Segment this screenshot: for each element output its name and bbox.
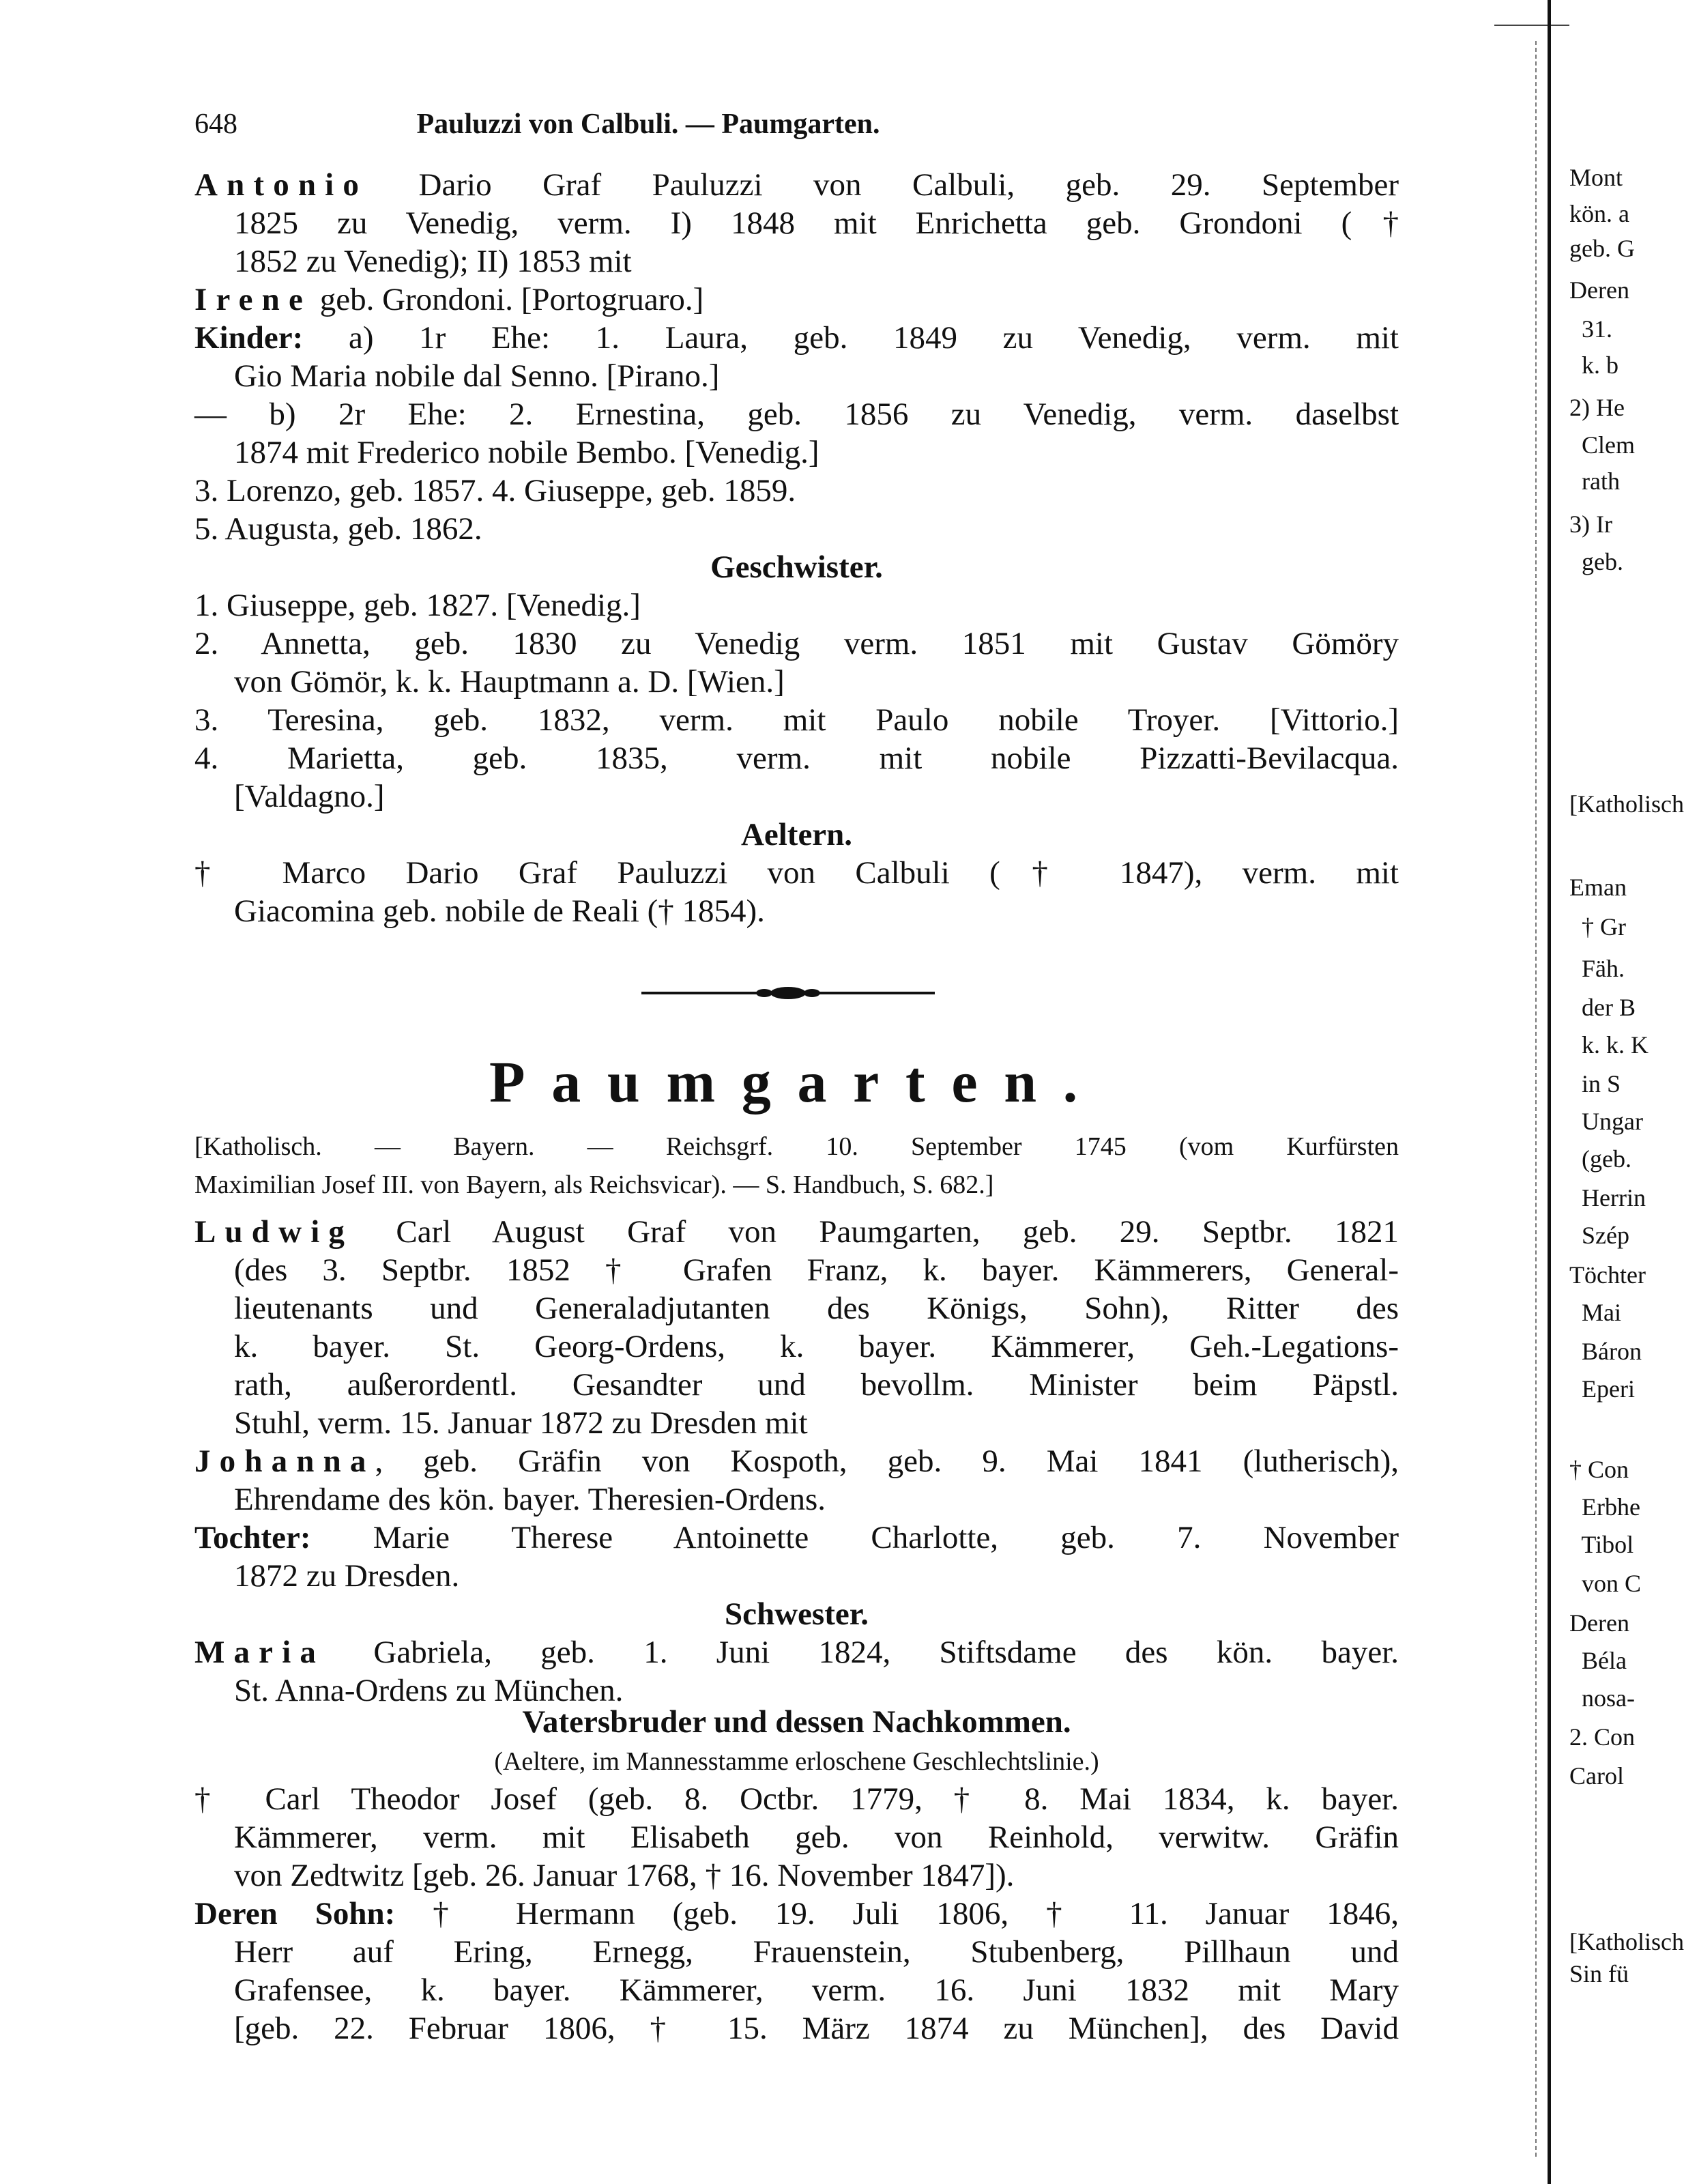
person-name: Antonio — [194, 167, 368, 203]
fragment-line: k. b — [1569, 351, 1618, 379]
line-text: 2. Annetta, geb. 1830 zu Venedig verm. 1851 mit Gustav Gömöry — [194, 626, 1399, 661]
line-text: 3. Lorenzo, geb. 1857. 4. Giuseppe, geb. 1859. — [194, 473, 796, 508]
uncle-heading: Vatersbruder und dessen Nachkommen. — [522, 1704, 1071, 1740]
text-line — [194, 2009, 1399, 2048]
person-name: Maria — [194, 1635, 325, 1670]
fragment-line: Tibol — [1569, 1531, 1634, 1559]
text-line — [194, 472, 1399, 510]
fragment-line: 2) He — [1569, 393, 1625, 421]
line-text: 4. Marietta, geb. 1835, verm. mit nobile Pizzatti-Bevilacqua. — [194, 741, 1399, 776]
line-text: geb. Grondoni. [Portogruaro.] — [311, 282, 704, 317]
line-text: 3. Teresina, geb. 1832, verm. mit Paulo nobile Troyer. [Vittorio.] — [194, 702, 1399, 738]
text-line — [194, 1856, 1399, 1895]
fragment-line: Fäh. — [1569, 954, 1625, 982]
fragment-line: Deren — [1569, 1609, 1629, 1637]
line-text: 1872 zu Dresden. — [234, 1558, 460, 1594]
fragment-line: Mont — [1569, 164, 1623, 192]
text-line — [194, 433, 1399, 472]
fragment-line: Erbhe — [1569, 1493, 1640, 1521]
fragment-line: geb. G — [1569, 235, 1635, 263]
text-line — [194, 892, 1399, 930]
line-text: rath, außerordentl. Gesandter und bevollm. Minister beim Päpstl. — [234, 1367, 1399, 1403]
fragment-line: Ungar — [1569, 1108, 1643, 1136]
line-text: Gio Maria nobile dal Senno. [Pirano.] — [234, 358, 720, 394]
text-line — [194, 1895, 1399, 1933]
text-line — [194, 663, 1399, 701]
text-line — [194, 586, 1399, 624]
text-line — [194, 281, 1399, 319]
line-text: † Hermann (geb. 19. Juli 1806, † 11. Januar 1846, — [395, 1896, 1399, 1931]
text-line — [194, 1633, 1399, 1671]
label: Tochter: — [194, 1520, 311, 1555]
fragment-line: Deren — [1569, 276, 1629, 304]
line-text: a) 1r Ehe: 1. Laura, geb. 1849 zu Venedig, verm. mit — [303, 320, 1399, 356]
line-text: Giacomina geb. nobile de Reali († 1854). — [234, 893, 765, 929]
fragment-line: Eman — [1569, 874, 1627, 902]
text-line — [194, 1557, 1399, 1595]
fragment-line: † Gr — [1569, 913, 1626, 940]
page-header — [194, 108, 1102, 146]
fragment-line: Szép — [1569, 1222, 1629, 1250]
line-text: k. bayer. St. Georg-Ordens, k. bayer. Kämmerer, Geh.-Legations- — [234, 1329, 1399, 1364]
line-text: 1874 mit Frederico nobile Bembo. [Venedig.] — [234, 435, 819, 470]
line-text: 1825 zu Venedig, verm. I) 1848 mit Enrichetta geb. Grondoni († — [234, 205, 1399, 241]
line-text: St. Anna-Ordens zu München. — [234, 1673, 624, 1708]
fragment-line: kön. a — [1569, 200, 1629, 228]
fragment-line: (geb. — [1569, 1145, 1631, 1173]
fragment-line: Herrin — [1569, 1184, 1646, 1212]
line-text: , geb. Gräfin von Kospoth, geb. 9. Mai 1841 (lutherisch), — [375, 1443, 1399, 1479]
line-text: Kämmerer, verm. mit Elisabeth geb. von Reinhold, verwitw. Gräfin — [234, 1820, 1399, 1855]
fragment-line: geb. — [1569, 548, 1623, 576]
text-line — [194, 319, 1399, 357]
fragment-line: von C — [1569, 1570, 1642, 1598]
line-text: 5. Augusta, geb. 1862. — [194, 511, 482, 547]
gutter-dashes — [1535, 41, 1538, 2157]
text-line — [194, 1289, 1399, 1327]
paumgarten-main-entry — [194, 1213, 1399, 1710]
fragment-line: Clem — [1569, 431, 1635, 459]
line-text: lieutenants und Generaladjutanten des Königs, Sohn), Ritter des — [234, 1291, 1399, 1326]
uncle-subheading: (Aeltere, im Mannesstamme erloschene Geschlechtslinie.) — [494, 1747, 1099, 1776]
text-line — [194, 242, 1399, 281]
text-line — [194, 357, 1399, 395]
label: Kinder: — [194, 320, 304, 356]
subsection-heading: Geschwister. — [710, 549, 883, 585]
fragment-line: Töchter — [1569, 1261, 1646, 1289]
line-text: Herr auf Ering, Ernegg, Frauenstein, Stubenberg, Pillhaun und — [234, 1934, 1399, 1970]
text-line — [194, 1971, 1399, 2009]
text-line — [194, 1480, 1399, 1519]
text-line — [194, 1251, 1399, 1289]
fragment-line: rath — [1569, 467, 1620, 495]
line-text: — b) 2r Ehe: 2. Ernestina, geb. 1856 zu Venedig, verm. daselbst — [194, 397, 1399, 432]
text-line — [194, 624, 1399, 663]
fragment-line: Carol — [1569, 1762, 1624, 1790]
intro-line: [Katholisch. — Bayern. — Reichsgrf. 10. September 1745 (vom Kurfürsten — [194, 1132, 1399, 1161]
line-text: Carl August Graf von Paumgarten, geb. 29. Septbr. 1821 — [353, 1214, 1399, 1250]
intro-line: Maximilian Josef III. von Bayern, als Reichsvicar). — S. Handbuch, S. 682.] — [194, 1170, 994, 1199]
text-line — [194, 204, 1399, 242]
text-line — [194, 395, 1399, 433]
line-text: Marie Therese Antoinette Charlotte, geb. 7. November — [310, 1520, 1399, 1555]
fragment-line: 2. Con — [1569, 1723, 1636, 1751]
line-text: von Gömör, k. k. Hauptmann a. D. [Wien.] — [234, 664, 785, 700]
fragment-line: † Con — [1569, 1456, 1629, 1484]
line-text: Ehrendame des kön. bayer. Theresien-Ordens. — [234, 1482, 826, 1517]
fragment-line: 3) Ir — [1569, 511, 1612, 538]
fragment-line: nosa- — [1569, 1684, 1635, 1712]
text-line — [194, 1818, 1399, 1856]
line-text: Grafensee, k. bayer. Kämmerer, verm. 16. Juni 1832 mit Mary — [234, 1972, 1399, 2008]
page-number: 648 — [194, 109, 237, 140]
person-name: Ludwig — [194, 1214, 354, 1250]
text-line — [194, 854, 1399, 892]
text-line — [194, 701, 1399, 739]
line-text: Dario Graf Pauluzzi von Calbuli, geb. 29. September — [368, 167, 1399, 203]
fragment-line: der B — [1569, 993, 1636, 1021]
text-line — [194, 510, 1399, 548]
line-text: 1852 zu Venedig); II) 1853 mit — [234, 244, 632, 279]
person-name: Johanna — [194, 1443, 375, 1479]
fragment-line: Béla — [1569, 1646, 1627, 1674]
line-text: † Marco Dario Graf Pauluzzi von Calbuli († 1847), verm. mit — [194, 855, 1399, 891]
text-line — [194, 777, 1399, 816]
text-line — [194, 1404, 1399, 1442]
line-text: 1. Giuseppe, geb. 1827. [Venedig.] — [194, 588, 641, 623]
text-line — [194, 1327, 1399, 1366]
top-right-rule — [1494, 25, 1569, 26]
fragment-line: Báron — [1569, 1337, 1642, 1365]
line-text: Gabriela, geb. 1. Juni 1824, Stiftsdame des kön. bayer. — [325, 1635, 1399, 1670]
text-line — [194, 1780, 1399, 1818]
line-text: [geb. 22. Februar 1806, † 15. März 1874 zu München], des David — [234, 2011, 1399, 2046]
text-line — [194, 1213, 1399, 1251]
ornament-divider — [641, 983, 935, 1003]
running-title: Pauluzzi von Calbuli. — Paumgarten. — [416, 109, 880, 140]
person-name: Irene — [194, 282, 312, 317]
subsection-heading: Schwester. — [724, 1596, 869, 1632]
fragment-line: [Katholisch — [1569, 1927, 1684, 1955]
fragment-line: Sin fü — [1569, 1959, 1629, 1987]
text-line — [194, 1366, 1399, 1404]
section-title: Paumgarten. — [489, 1049, 1104, 1115]
text-line — [194, 1933, 1399, 1971]
label: Deren Sohn: — [194, 1896, 396, 1931]
text-line — [194, 1442, 1399, 1480]
text-line — [194, 1519, 1399, 1557]
fragment-line: Eperi — [1569, 1375, 1635, 1403]
paumgarten-intro — [194, 1127, 1399, 1204]
fragment-line: in S — [1569, 1070, 1621, 1098]
fragment-line: k. k. K — [1569, 1031, 1649, 1059]
line-text: (des 3. Septbr. 1852 † Grafen Franz, k. bayer. Kämmerers, General- — [234, 1252, 1399, 1288]
text-line — [194, 166, 1399, 204]
page-gutter-line — [1548, 0, 1551, 2184]
fragment-line: Mai — [1569, 1298, 1621, 1326]
pauluzzi-entry — [194, 166, 1399, 930]
text-line — [194, 739, 1399, 777]
line-text: † Carl Theodor Josef (geb. 8. Octbr. 1779, † 8. Mai 1834, k. bayer. — [194, 1781, 1399, 1817]
line-text: [Valdagno.] — [234, 779, 385, 814]
fragment-line: 31. — [1569, 315, 1612, 343]
line-text: von Zedtwitz [geb. 26. Januar 1768, † 16. November 1847]). — [234, 1858, 1015, 1893]
subsection-heading: Aeltern. — [740, 817, 853, 852]
fragment-line: [Katholisch — [1569, 790, 1684, 818]
uncle-entry — [194, 1780, 1399, 2048]
line-text: Stuhl, verm. 15. Januar 1872 zu Dresden mit — [234, 1405, 808, 1441]
